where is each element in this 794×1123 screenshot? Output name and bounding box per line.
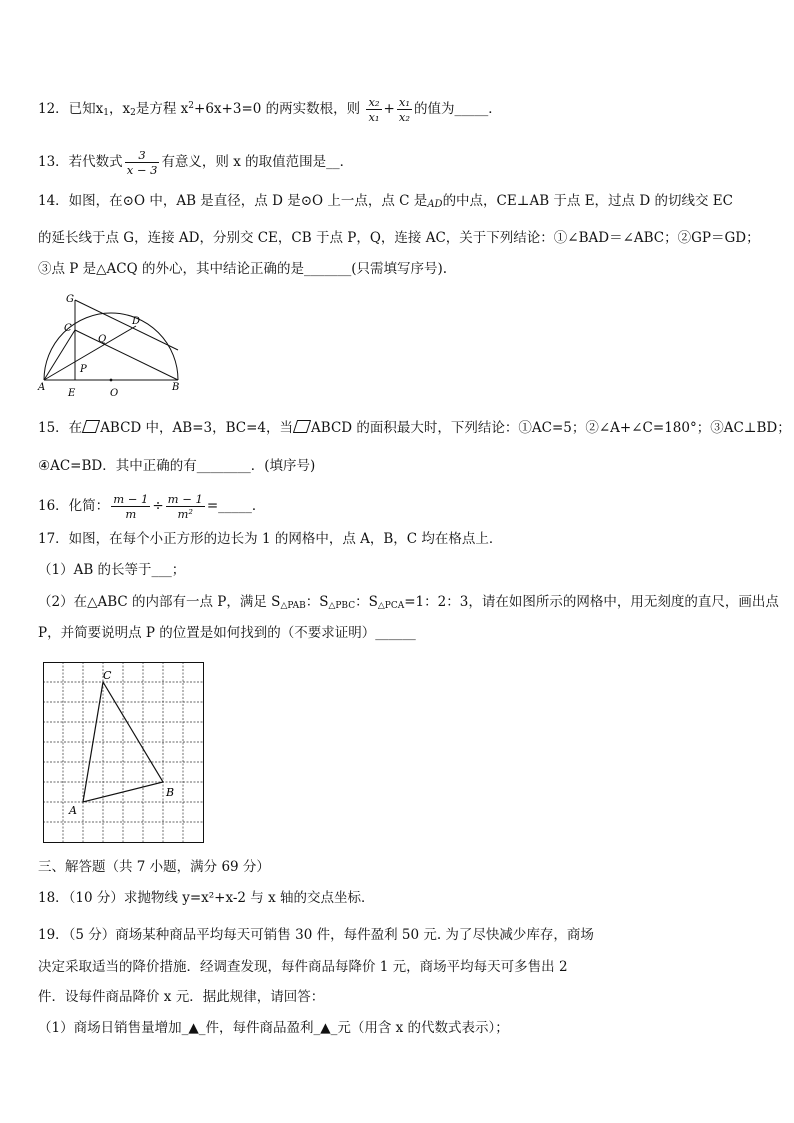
question-17-line-4: P，并简要说明点 P 的位置是如何找到的（不要求证明）______ xyxy=(38,625,416,641)
question-14-line-2: 的延长线于点 G，连接 AD，分别交 CE，CB 于点 P，Q，连接 AC，关于下列结论：①∠BAD＝∠ABC；②GP＝GD； xyxy=(38,230,760,246)
label-c: C xyxy=(64,323,72,334)
q12-sub1: 1 xyxy=(103,108,110,118)
label-q: Q xyxy=(98,334,107,345)
parallelogram-icon xyxy=(82,420,100,433)
question-17-line-3: （2）在△ABC 的内部有一点 P，满足 $S_{\triangle PAB}$：$S_{\triangle PBC}$：$S_{\triangle PCA}=1$：2：3，请在如图所示的网格中，用无刻度的直尺，画出点 xyxy=(38,594,779,611)
label-p: P xyxy=(80,364,87,375)
label-c: C xyxy=(103,669,112,682)
question-17-line-1: 17．如图，在每个小正方形的边长为 1 的网格中，点 A，B，C 均在格点上． xyxy=(38,531,503,547)
label-a: A xyxy=(38,382,46,393)
q12-sub2: 2 xyxy=(130,108,136,118)
figure-17-grid xyxy=(43,662,205,844)
question-14-line-3: ③点 P 是△ACQ 的外心，其中结论正确的是_______(只需填写序号). xyxy=(38,261,448,277)
question-18: 18．（10 分）求抛物线 y=x²+x-2 与 x 轴的交点坐标． xyxy=(38,890,375,906)
q16-tail: =_____． xyxy=(206,498,266,514)
label-g: G xyxy=(66,294,74,305)
label-a: A xyxy=(69,804,77,817)
q12-text3: 是方程 x xyxy=(135,101,189,117)
label-e: E xyxy=(68,388,76,399)
q12-text2: ，x xyxy=(109,101,131,117)
arc-ad-label: AD xyxy=(427,199,443,210)
q13-tail: 有意义，则 x 的取值范围是__． xyxy=(161,154,354,170)
q12-fraction-2: $\frac{\text{x₁}}{\text{x₂}}$ xyxy=(398,95,410,124)
q12-plus: + xyxy=(383,101,395,117)
q16-divide: ÷ xyxy=(152,498,164,514)
question-15-line-1: 15．在 ABCD 中，AB=3，BC=4，当 ABCD 的面积最大时，下列结论：①AC=5；②∠A+∠C=180°；③AC⊥BD； xyxy=(38,420,791,436)
section-3-title: 三、解答题（共 7 小题，满分 69 分） xyxy=(38,859,270,875)
label-d: D xyxy=(132,316,141,327)
q12-tail: 的值为_____． xyxy=(413,101,502,117)
q13-text: 13．若代数式 xyxy=(38,154,123,170)
question-19-line-1: 19．（5 分）商场某种商品平均每天可销售 30 件，每件盈利 50 元. 为了尽快减少库存，商场 xyxy=(38,927,594,943)
q16-fraction-1: $\frac{m - 1}{m}$ xyxy=(113,492,149,521)
q12-fraction-1: $\frac{\text{x₂}}{\text{x₁}}$ xyxy=(368,95,380,124)
question-16: 16．化简： $\frac{m - 1}{m}$ ÷ $\frac{m - 1}{\text{m²}}$ =_____． xyxy=(38,492,266,521)
label-o: O xyxy=(110,388,119,399)
q12-sup: 2 xyxy=(188,101,195,111)
q12-text: 12．已知x xyxy=(38,101,104,117)
parallelogram-icon xyxy=(293,420,311,433)
question-19-line-4: （1）商场日销售量增加_▲_件，每件商品盈利_▲_元（用含 x 的代数式表示）； xyxy=(38,1020,509,1036)
label-b: B xyxy=(166,786,175,799)
question-12 xyxy=(38,95,502,124)
question-15-line-2: ④AC=BD．其中正确的有________．(填序号) xyxy=(38,458,316,474)
label-b: B xyxy=(172,382,180,393)
q13-fraction: $\frac{3}{x - 3}$ xyxy=(126,148,158,177)
question-19-line-3: 件．设每件商品降价 x 元．据此规律，请回答： xyxy=(38,989,325,1005)
q12-text4: +6x+3=0 的两实数根，则 xyxy=(194,101,361,117)
figure-14-semicircle xyxy=(36,288,186,400)
question-14-line-1: 14．如图，在⊙O 中，AB 是直径，点 D 是⊙O 上一点，点 C 是AD的中点，CE⊥AB 于点 E，过点 D 的切线交 EC xyxy=(38,193,733,210)
question-13 xyxy=(38,148,353,177)
question-19-line-2: 决定采取适当的降价措施．经调查发现，每件商品每降价 1 元，商场平均每天可多售出 2 xyxy=(38,959,568,975)
q16-fraction-2: $\frac{m - 1}{\text{m²}}$ xyxy=(167,492,203,521)
question-17-line-2: （1）AB 的长等于___； xyxy=(38,562,186,578)
